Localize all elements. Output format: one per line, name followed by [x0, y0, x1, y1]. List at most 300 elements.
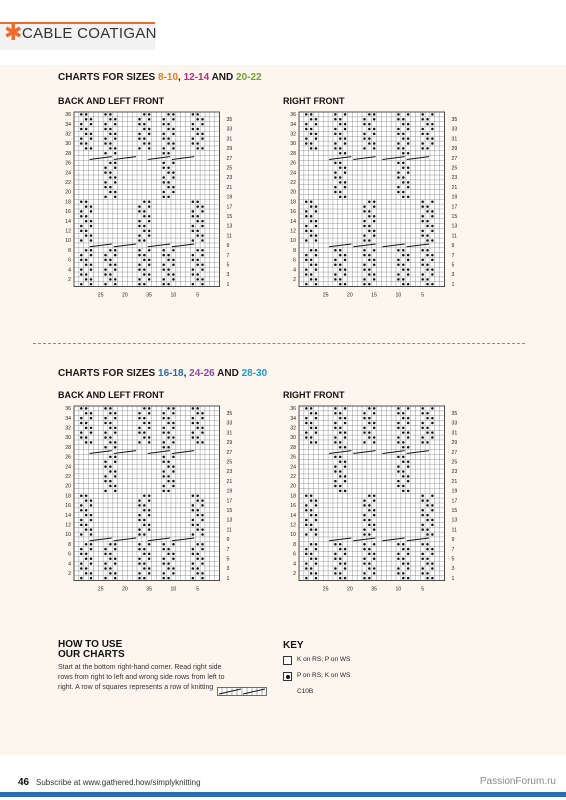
purl-stitch [114, 441, 117, 444]
row-label: 10 [290, 238, 296, 245]
footer-bar [0, 792, 566, 797]
purl-stitch [344, 152, 347, 155]
purl-stitch [339, 147, 342, 150]
purl-stitch [397, 422, 400, 425]
purl-stitch [397, 113, 400, 116]
row-label: 3 [226, 566, 230, 573]
purl-stitch [339, 167, 342, 170]
purl-stitch [368, 553, 371, 556]
purl-stitch [421, 436, 424, 439]
row-label: 29 [451, 440, 458, 447]
purl-stitch [196, 558, 199, 561]
purl-stitch [85, 509, 88, 512]
row-label: 21 [451, 478, 458, 485]
purl-stitch [334, 133, 337, 136]
purl-stitch [402, 283, 405, 286]
purl-stitch [80, 268, 83, 271]
subscribe-text: Subscribe at www.gathered.how/simplyknitting [36, 778, 201, 787]
purl-stitch [305, 273, 308, 276]
purl-stitch [310, 259, 313, 262]
purl-stitch [426, 533, 429, 536]
purl-stitch [143, 533, 146, 536]
column-label: 20 [122, 292, 128, 299]
purl-stitch [148, 499, 151, 502]
purl-stitch [162, 278, 165, 281]
purl-stitch [426, 417, 429, 420]
row-label: 9 [226, 243, 230, 250]
row-label: 6 [293, 551, 296, 558]
purl-stitch [104, 186, 107, 189]
purl-stitch [172, 133, 175, 136]
purl-stitch [373, 259, 376, 262]
purl-stitch [109, 186, 112, 189]
row-label: 12 [65, 228, 71, 235]
purl-stitch [80, 577, 83, 580]
purl-stitch [315, 499, 318, 502]
purl-stitch [90, 249, 93, 252]
purl-stitch [143, 200, 146, 203]
purl-stitch [421, 528, 424, 531]
purl-stitch [407, 567, 410, 570]
row-label: 29 [226, 440, 233, 447]
purl-stitch [373, 422, 376, 425]
watermark: PassionForum.ru [479, 776, 556, 787]
purl-stitch [192, 533, 195, 536]
purl-stitch [334, 128, 337, 131]
purl-stitch [407, 283, 410, 286]
purl-stitch [407, 113, 410, 116]
purl-stitch [334, 485, 337, 488]
purl-stitch [310, 422, 313, 425]
purl-stitch [344, 171, 347, 174]
purl-stitch [114, 562, 117, 565]
purl-stitch [421, 422, 424, 425]
purl-stitch [85, 494, 88, 497]
purl-stitch [373, 249, 376, 252]
purl-stitch [310, 200, 313, 203]
purl-stitch [407, 461, 410, 464]
purl-stitch [162, 254, 165, 257]
purl-stitch [368, 494, 371, 497]
purl-stitch [201, 205, 204, 208]
purl-stitch [109, 572, 112, 575]
purl-stitch [431, 210, 434, 213]
purl-stitch [167, 167, 170, 170]
purl-stitch [90, 264, 93, 267]
purl-stitch [305, 254, 308, 257]
purl-stitch [138, 268, 141, 271]
purl-stitch [148, 494, 151, 497]
purl-stitch [344, 196, 347, 199]
purl-stitch [421, 113, 424, 116]
purl-stitch [109, 249, 112, 252]
purl-stitch [192, 504, 195, 507]
row-label: 35 [226, 410, 233, 417]
purl-stitch [201, 528, 204, 531]
purl-stitch [138, 562, 141, 565]
purl-stitch [201, 572, 204, 575]
purl-stitch [310, 528, 313, 531]
purl-stitch [167, 562, 170, 565]
purl-stitch [407, 562, 410, 565]
purl-stitch [138, 441, 141, 444]
purl-stitch [426, 278, 429, 281]
purl-stitch [114, 123, 117, 126]
purl-stitch [162, 147, 165, 150]
purl-stitch [85, 407, 88, 410]
purl-stitch [421, 572, 424, 575]
purl-stitch [339, 176, 342, 179]
purl-stitch [334, 191, 337, 194]
purl-stitch [431, 137, 434, 140]
purl-stitch [196, 249, 199, 252]
purl-stitch [402, 461, 405, 464]
row-label: 33 [451, 420, 458, 427]
purl-stitch [310, 499, 313, 502]
purl-stitch [201, 283, 204, 286]
purl-stitch [148, 200, 151, 203]
key-label: K on RS; P on WS [297, 656, 351, 663]
purl-stitch [85, 118, 88, 121]
purl-stitch [196, 553, 199, 556]
purl-stitch [305, 524, 308, 527]
separator: AND [209, 72, 237, 83]
purl-stitch [421, 553, 424, 556]
purl-stitch [310, 142, 313, 145]
purl-stitch [196, 494, 199, 497]
purl-stitch [148, 259, 151, 262]
row-label: 28 [65, 150, 71, 157]
purl-stitch [162, 572, 165, 575]
purl-stitch [167, 171, 170, 174]
purl-stitch [172, 171, 175, 174]
purl-stitch [407, 123, 410, 126]
purl-stitch [334, 412, 337, 415]
purl-stitch [431, 567, 434, 570]
row-label: 32 [290, 425, 296, 432]
purl-stitch [148, 558, 151, 561]
purl-stitch [80, 524, 83, 527]
purl-stitch [421, 278, 424, 281]
purl-stitch [368, 504, 371, 507]
size-label: 20-22 [236, 72, 262, 83]
purl-stitch [363, 441, 366, 444]
purl-stitch [104, 273, 107, 276]
purl-stitch [201, 558, 204, 561]
purl-stitch [162, 412, 165, 415]
purl-stitch [373, 567, 376, 570]
purl-stitch [426, 268, 429, 271]
row-label: 6 [68, 551, 71, 558]
purl-stitch [192, 142, 195, 145]
purl-stitch [334, 572, 337, 575]
purl-stitch [305, 567, 308, 570]
purl-stitch [431, 283, 434, 286]
purl-stitch [167, 254, 170, 257]
purl-stitch [196, 230, 199, 233]
purl-stitch [143, 239, 146, 242]
purl-stitch [421, 494, 424, 497]
purl-stitch [90, 533, 93, 536]
purl-stitch [192, 200, 195, 203]
purl-stitch [196, 441, 199, 444]
purl-stitch [373, 543, 376, 546]
purl-stitch [344, 407, 347, 410]
purl-stitch [344, 431, 347, 434]
purl-stitch [104, 548, 107, 551]
purl-stitch [310, 230, 313, 233]
purl-stitch [315, 562, 318, 565]
purl-stitch [305, 533, 308, 536]
purl-stitch [201, 548, 204, 551]
purl-stitch [363, 548, 366, 551]
purl-stitch [315, 441, 318, 444]
purl-stitch [85, 422, 88, 425]
purl-stitch [305, 553, 308, 556]
purl-stitch [431, 239, 434, 242]
purl-stitch [172, 558, 175, 561]
purl-stitch [421, 128, 424, 131]
key-label: C10B [297, 688, 314, 695]
purl-stitch [80, 142, 83, 145]
purl-stitch [402, 176, 405, 179]
purl-stitch [172, 480, 175, 483]
purl-stitch [167, 436, 170, 439]
row-label: 14 [65, 218, 71, 225]
purl-stitch [143, 431, 146, 434]
purl-stitch [80, 113, 83, 116]
row-label: 25 [226, 165, 233, 172]
purl-stitch [373, 205, 376, 208]
purl-stitch [426, 147, 429, 150]
purl-stitch [310, 234, 313, 237]
purl-stitch [339, 446, 342, 449]
purl-stitch [339, 254, 342, 257]
purl-stitch [114, 147, 117, 150]
purl-stitch [196, 422, 199, 425]
purl-stitch [162, 577, 165, 580]
purl-stitch [426, 210, 429, 213]
purl-stitch [148, 412, 151, 415]
purl-stitch [114, 446, 117, 449]
purl-stitch [109, 147, 112, 150]
purl-stitch [90, 558, 93, 561]
purl-stitch [407, 273, 410, 276]
row-label: 13 [451, 223, 458, 230]
purl-stitch [402, 456, 405, 459]
purl-stitch [196, 567, 199, 570]
purl-stitch [373, 230, 376, 233]
purl-stitch [334, 278, 337, 281]
purl-stitch [334, 273, 337, 276]
purl-stitch [315, 234, 318, 237]
purl-stitch [138, 514, 141, 517]
purl-stitch [138, 412, 141, 415]
purl-stitch [407, 196, 410, 199]
purl-stitch [143, 524, 146, 527]
purl-stitch [109, 412, 112, 415]
purl-stitch [334, 147, 337, 150]
row-label: 7 [226, 546, 230, 553]
purl-stitch [192, 519, 195, 522]
purl-stitch [368, 142, 371, 145]
purl-stitch [315, 137, 318, 140]
row-label: 4 [293, 561, 296, 568]
purl-stitch [310, 205, 313, 208]
purl-stitch [363, 133, 366, 136]
row-label: 5 [451, 262, 455, 269]
purl-stitch [363, 220, 366, 223]
separator: AND [214, 368, 242, 379]
purl-stitch [196, 220, 199, 223]
purl-stitch [363, 519, 366, 522]
purl-stitch [109, 142, 112, 145]
purl-stitch [397, 572, 400, 575]
purl-stitch [373, 234, 376, 237]
row-label: 25 [451, 459, 458, 466]
row-label: 35 [451, 116, 458, 123]
purl-stitch [315, 528, 318, 531]
column-label: 25 [322, 586, 329, 593]
purl-stitch [431, 273, 434, 276]
row-label: 3 [226, 272, 230, 279]
purl-stitch [162, 446, 165, 449]
purl-stitch [363, 514, 366, 517]
purl-stitch [196, 499, 199, 502]
purl-stitch [421, 567, 424, 570]
purl-stitch [315, 210, 318, 213]
row-label: 23 [451, 469, 458, 476]
purl-stitch [344, 268, 347, 271]
purl-stitch [315, 514, 318, 517]
purl-stitch [114, 543, 117, 546]
purl-stitch [431, 504, 434, 507]
purl-stitch [397, 191, 400, 194]
purl-stitch [339, 543, 342, 546]
purl-stitch [344, 446, 347, 449]
purl-stitch [344, 461, 347, 464]
purl-stitch [407, 181, 410, 184]
purl-stitch [114, 417, 117, 420]
purl-stitch [162, 543, 165, 546]
purl-stitch [80, 533, 83, 536]
page-number: 46 [18, 777, 30, 788]
row-label: 30 [65, 141, 71, 148]
purl-stitch [315, 543, 318, 546]
purl-stitch [421, 234, 424, 237]
row-label: 21 [226, 184, 233, 191]
purl-stitch [162, 196, 165, 199]
purl-stitch [196, 205, 199, 208]
row-label: 13 [451, 517, 458, 524]
purl-stitch [373, 278, 376, 281]
purl-stitch [90, 417, 93, 420]
purl-stitch [162, 181, 165, 184]
purl-stitch [407, 268, 410, 271]
purl-stitch [368, 524, 371, 527]
purl-stitch [143, 422, 146, 425]
purl-stitch [431, 123, 434, 126]
purl-stitch [85, 572, 88, 575]
purl-stitch [368, 230, 371, 233]
purl-stitch [167, 475, 170, 478]
purl-stitch [85, 567, 88, 570]
title-prefix: CHARTS FOR SIZES [58, 72, 159, 83]
purl-stitch [339, 133, 342, 136]
purl-stitch [143, 283, 146, 286]
purl-stitch [315, 533, 318, 536]
purl-stitch [334, 113, 337, 116]
purl-stitch [148, 147, 151, 150]
purl-stitch [138, 225, 141, 228]
purl-stitch [172, 259, 175, 262]
purl-stitch [305, 239, 308, 242]
purl-stitch [114, 162, 117, 165]
purl-stitch [305, 128, 308, 131]
purl-stitch [114, 196, 117, 199]
purl-stitch [109, 456, 112, 459]
purl-stitch [196, 514, 199, 517]
row-label: 13 [226, 223, 233, 230]
chart-back-left-front-2 [58, 402, 248, 624]
page-header [0, 0, 566, 58]
purl-stitch [172, 113, 175, 116]
purl-stitch [80, 200, 83, 203]
purl-stitch [334, 436, 337, 439]
row-label: 20 [65, 483, 71, 490]
purl-stitch [196, 113, 199, 116]
column-label: 5 [421, 292, 425, 299]
purl-stitch [407, 465, 410, 468]
purl-stitch [167, 577, 170, 580]
column-label: 5 [421, 586, 425, 593]
purl-stitch [368, 123, 371, 126]
page-footer [0, 770, 566, 800]
purl-stitch [368, 128, 371, 131]
purl-stitch [402, 470, 405, 473]
purl-stitch [339, 427, 342, 430]
purl-stitch [201, 210, 204, 213]
purl-stitch [431, 230, 434, 233]
purl-stitch [305, 562, 308, 565]
row-label: 23 [226, 175, 233, 182]
purl-stitch [339, 181, 342, 184]
row-label: 32 [65, 425, 71, 432]
purl-stitch [368, 567, 371, 570]
purl-stitch [407, 171, 410, 174]
purl-stitch [344, 142, 347, 145]
purl-stitch [104, 461, 107, 464]
row-label: 14 [290, 512, 296, 519]
column-label: 15 [371, 292, 378, 299]
purl-stitch [402, 431, 405, 434]
purl-stitch [85, 128, 88, 131]
purl-stitch [162, 441, 165, 444]
purl-stitch [104, 171, 107, 174]
purl-stitch [90, 427, 93, 430]
purl-stitch [310, 436, 313, 439]
purl-stitch [80, 283, 83, 286]
purl-stitch [143, 113, 146, 116]
purl-stitch [363, 147, 366, 150]
purl-stitch [363, 137, 366, 140]
purl-stitch [407, 475, 410, 478]
purl-stitch [148, 567, 151, 570]
purl-stitch [373, 494, 376, 497]
purl-stitch [339, 475, 342, 478]
how-to-text: Start at the bottom right-hand corner. Read right side rows from right to left and wrong side rows from left to right. A row of squares represents a row of knitting [58, 664, 225, 691]
purl-stitch [402, 572, 405, 575]
